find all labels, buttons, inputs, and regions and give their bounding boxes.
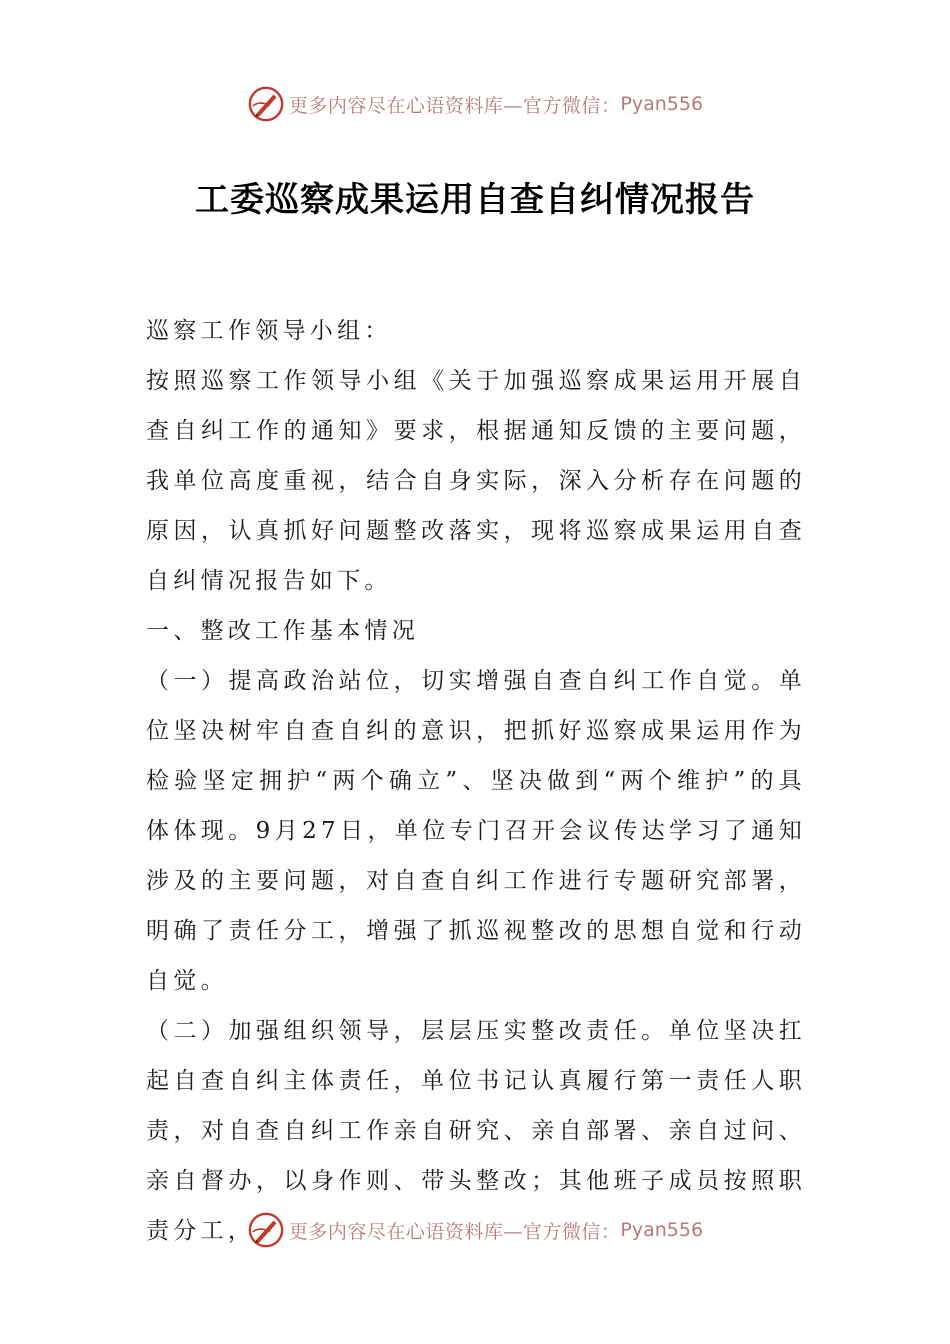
body-paragraph: （二）加强组织领导，层层压实整改责任。单位坚决扛起自查自纠主体责任，单位书记认真履行第一责任人职责，对自查自纠工作亲自研究、亲自部署、亲自过问、亲自督办，以身作则、带头整改；其他班子成员按照职责分工， <box>146 1018 806 1244</box>
watermark-text: 更多内容尽在心语资料库—官方微信： <box>288 1220 621 1243</box>
salutation: 巡察工作领导小组： <box>146 318 392 344</box>
watermark-header <box>0 82 950 126</box>
body-paragraph: （一）提高政治站位，切实增强自查自纠工作自觉。单位坚决树牢自查自纠的意识，把抓好巡察成果运用作为检验坚定拥护“两个确立”、坚决做到“两个维护”的具体体现。9月27日，单位专门召开会议传达学习了通知涉及的主要问题，对自查自纠工作进行专题研究部署，明确了责任分工，增强了抓巡视整改的思想自觉和行动自觉。 <box>146 668 806 994</box>
intro-paragraph: 按照巡察工作领导小组《关于加强巡察成果运用开展自查自纠工作的通知》要求，根据通知反馈的主要问题，我单位高度重视，结合自身实际，深入分析存在问题的原因，认真抓好问题整改落实，现将巡察成果运用自查自纠情况报告如下。 <box>146 368 806 594</box>
document-body <box>146 306 806 1256</box>
watermark-footer <box>0 1208 950 1252</box>
watermark-text: 更多内容尽在心语资料库—官方微信： <box>288 94 621 117</box>
watermark-wechat-id: Pyan556 <box>620 93 704 115</box>
document-title: 工委巡察成果运用自查自纠情况报告 <box>195 180 755 220</box>
pen-logo-icon <box>247 1211 285 1249</box>
watermark-wechat-id: Pyan556 <box>620 1219 704 1241</box>
section-heading: 一、整改工作基本情况 <box>146 618 419 644</box>
pen-logo-icon <box>247 85 285 123</box>
